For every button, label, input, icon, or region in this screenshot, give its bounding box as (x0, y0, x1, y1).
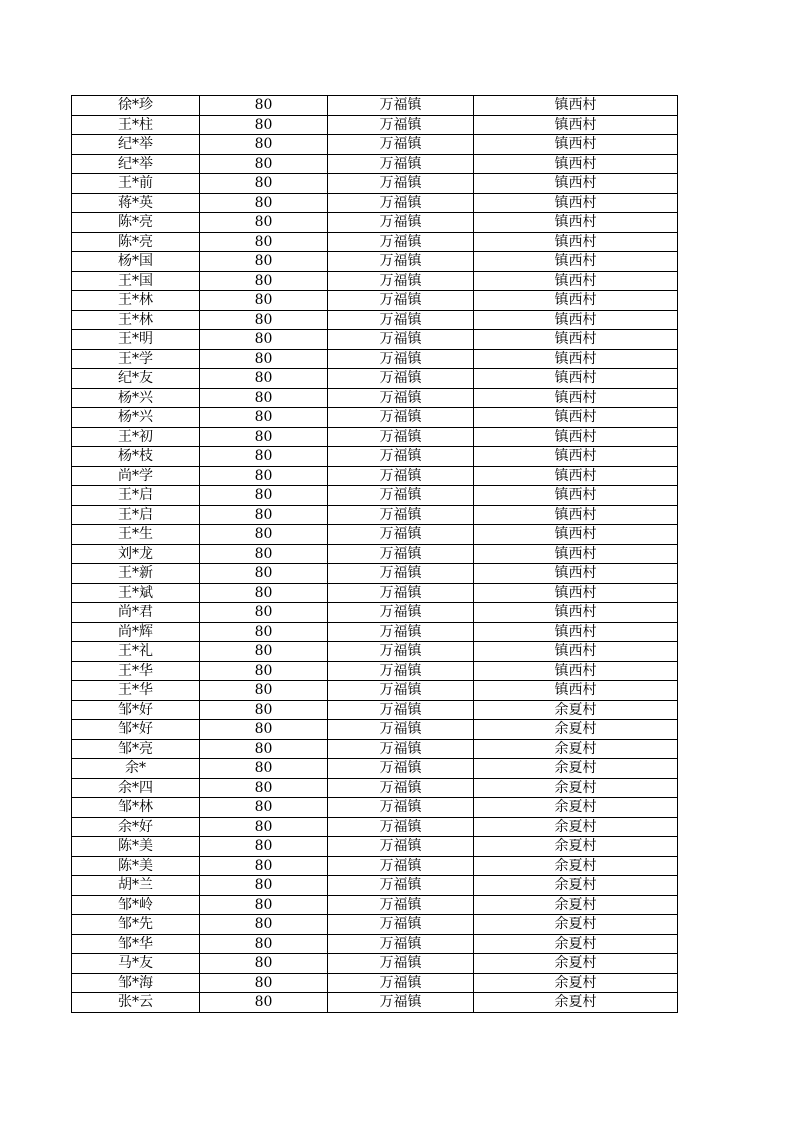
name-cell: 陈*美 (72, 837, 200, 857)
town-cell: 万福镇 (328, 447, 474, 467)
amount-cell: 80 (200, 856, 328, 876)
name-cell: 邹*好 (72, 720, 200, 740)
town-cell: 万福镇 (328, 856, 474, 876)
table-row (72, 96, 678, 116)
name-cell: 王*前 (72, 174, 200, 194)
name-cell: 邹*先 (72, 915, 200, 935)
table-row (72, 622, 678, 642)
name-cell: 余*四 (72, 778, 200, 798)
table-row (72, 505, 678, 525)
table-row (72, 681, 678, 701)
amount-cell: 80 (200, 564, 328, 584)
town-cell: 万福镇 (328, 642, 474, 662)
table-row (72, 876, 678, 896)
table-row (72, 798, 678, 818)
town-cell: 万福镇 (328, 96, 474, 116)
amount-cell: 80 (200, 603, 328, 623)
amount-cell: 80 (200, 291, 328, 311)
amount-cell: 80 (200, 447, 328, 467)
village-cell: 余夏村 (474, 837, 678, 857)
town-cell: 万福镇 (328, 525, 474, 545)
table-row (72, 583, 678, 603)
table-row (72, 954, 678, 974)
town-cell: 万福镇 (328, 252, 474, 272)
village-cell: 余夏村 (474, 993, 678, 1013)
town-cell: 万福镇 (328, 895, 474, 915)
town-cell: 万福镇 (328, 115, 474, 135)
amount-cell: 80 (200, 778, 328, 798)
village-cell: 镇西村 (474, 603, 678, 623)
village-cell: 余夏村 (474, 720, 678, 740)
town-cell: 万福镇 (328, 778, 474, 798)
village-cell: 镇西村 (474, 135, 678, 155)
name-cell: 纪*举 (72, 154, 200, 174)
amount-cell: 80 (200, 193, 328, 213)
town-cell: 万福镇 (328, 583, 474, 603)
village-cell: 镇西村 (474, 505, 678, 525)
name-cell: 尚*辉 (72, 622, 200, 642)
town-cell: 万福镇 (328, 427, 474, 447)
name-cell: 王*新 (72, 564, 200, 584)
town-cell: 万福镇 (328, 310, 474, 330)
town-cell: 万福镇 (328, 330, 474, 350)
village-cell: 余夏村 (474, 954, 678, 974)
village-cell: 余夏村 (474, 700, 678, 720)
town-cell: 万福镇 (328, 817, 474, 837)
village-cell: 镇西村 (474, 349, 678, 369)
table-row (72, 739, 678, 759)
village-cell: 镇西村 (474, 408, 678, 428)
name-cell: 王*初 (72, 427, 200, 447)
village-cell: 余夏村 (474, 973, 678, 993)
town-cell: 万福镇 (328, 291, 474, 311)
amount-cell: 80 (200, 895, 328, 915)
table-row (72, 174, 678, 194)
town-cell: 万福镇 (328, 486, 474, 506)
name-cell: 邹*华 (72, 934, 200, 954)
amount-cell: 80 (200, 466, 328, 486)
village-cell: 镇西村 (474, 252, 678, 272)
amount-cell: 80 (200, 642, 328, 662)
village-cell: 镇西村 (474, 154, 678, 174)
name-cell: 王*华 (72, 661, 200, 681)
table-row (72, 330, 678, 350)
village-cell: 镇西村 (474, 427, 678, 447)
town-cell: 万福镇 (328, 505, 474, 525)
town-cell: 万福镇 (328, 837, 474, 857)
name-cell: 王*林 (72, 291, 200, 311)
table-row (72, 213, 678, 233)
village-cell: 镇西村 (474, 486, 678, 506)
name-cell: 马*友 (72, 954, 200, 974)
amount-cell: 80 (200, 973, 328, 993)
amount-cell: 80 (200, 739, 328, 759)
spreadsheet-page (71, 95, 677, 1013)
table-row (72, 661, 678, 681)
town-cell: 万福镇 (328, 681, 474, 701)
village-cell: 余夏村 (474, 759, 678, 779)
name-cell: 王*斌 (72, 583, 200, 603)
amount-cell: 80 (200, 837, 328, 857)
table-row (72, 115, 678, 135)
table-row (72, 525, 678, 545)
table-row (72, 720, 678, 740)
table-row (72, 388, 678, 408)
town-cell: 万福镇 (328, 661, 474, 681)
village-cell: 镇西村 (474, 388, 678, 408)
table-row (72, 349, 678, 369)
amount-cell: 80 (200, 798, 328, 818)
amount-cell: 80 (200, 310, 328, 330)
town-cell: 万福镇 (328, 954, 474, 974)
table-body (72, 96, 678, 1013)
table-row (72, 915, 678, 935)
town-cell: 万福镇 (328, 388, 474, 408)
town-cell: 万福镇 (328, 349, 474, 369)
village-cell: 镇西村 (474, 291, 678, 311)
table-row (72, 252, 678, 272)
name-cell: 王*明 (72, 330, 200, 350)
village-cell: 镇西村 (474, 96, 678, 116)
amount-cell: 80 (200, 252, 328, 272)
table-row (72, 310, 678, 330)
table-row (72, 700, 678, 720)
name-cell: 余* (72, 759, 200, 779)
table-row (72, 993, 678, 1013)
amount-cell: 80 (200, 622, 328, 642)
amount-cell: 80 (200, 759, 328, 779)
name-cell: 杨*枝 (72, 447, 200, 467)
town-cell: 万福镇 (328, 934, 474, 954)
village-cell: 镇西村 (474, 564, 678, 584)
name-cell: 王*柱 (72, 115, 200, 135)
village-cell: 镇西村 (474, 661, 678, 681)
town-cell: 万福镇 (328, 271, 474, 291)
town-cell: 万福镇 (328, 544, 474, 564)
village-cell: 镇西村 (474, 330, 678, 350)
amount-cell: 80 (200, 817, 328, 837)
village-cell: 余夏村 (474, 739, 678, 759)
table-row (72, 427, 678, 447)
town-cell: 万福镇 (328, 135, 474, 155)
table-row (72, 817, 678, 837)
town-cell: 万福镇 (328, 564, 474, 584)
amount-cell: 80 (200, 544, 328, 564)
town-cell: 万福镇 (328, 993, 474, 1013)
table-row (72, 642, 678, 662)
table-row (72, 856, 678, 876)
town-cell: 万福镇 (328, 369, 474, 389)
name-cell: 邹*亮 (72, 739, 200, 759)
amount-cell: 80 (200, 369, 328, 389)
village-cell: 余夏村 (474, 915, 678, 935)
town-cell: 万福镇 (328, 700, 474, 720)
table-row (72, 544, 678, 564)
table-row (72, 135, 678, 155)
town-cell: 万福镇 (328, 876, 474, 896)
table-row (72, 447, 678, 467)
town-cell: 万福镇 (328, 622, 474, 642)
name-cell: 尚*学 (72, 466, 200, 486)
amount-cell: 80 (200, 330, 328, 350)
amount-cell: 80 (200, 876, 328, 896)
name-cell: 王*生 (72, 525, 200, 545)
amount-cell: 80 (200, 408, 328, 428)
amount-cell: 80 (200, 96, 328, 116)
village-cell: 镇西村 (474, 466, 678, 486)
name-cell: 王*礼 (72, 642, 200, 662)
table-row (72, 291, 678, 311)
name-cell: 胡*兰 (72, 876, 200, 896)
village-cell: 余夏村 (474, 934, 678, 954)
table-row (72, 973, 678, 993)
table-row (72, 369, 678, 389)
name-cell: 尚*君 (72, 603, 200, 623)
name-cell: 杨*国 (72, 252, 200, 272)
village-cell: 余夏村 (474, 856, 678, 876)
data-table (71, 95, 678, 1013)
name-cell: 邹*海 (72, 973, 200, 993)
village-cell: 镇西村 (474, 310, 678, 330)
table-row (72, 895, 678, 915)
amount-cell: 80 (200, 349, 328, 369)
name-cell: 王*启 (72, 505, 200, 525)
amount-cell: 80 (200, 661, 328, 681)
table-row (72, 778, 678, 798)
amount-cell: 80 (200, 583, 328, 603)
name-cell: 邹*好 (72, 700, 200, 720)
amount-cell: 80 (200, 115, 328, 135)
name-cell: 杨*兴 (72, 408, 200, 428)
amount-cell: 80 (200, 681, 328, 701)
village-cell: 镇西村 (474, 232, 678, 252)
table-row (72, 232, 678, 252)
town-cell: 万福镇 (328, 759, 474, 779)
table-row (72, 837, 678, 857)
amount-cell: 80 (200, 993, 328, 1013)
amount-cell: 80 (200, 232, 328, 252)
name-cell: 陈*亮 (72, 213, 200, 233)
amount-cell: 80 (200, 954, 328, 974)
name-cell: 杨*兴 (72, 388, 200, 408)
table-row (72, 564, 678, 584)
table-row (72, 271, 678, 291)
town-cell: 万福镇 (328, 408, 474, 428)
town-cell: 万福镇 (328, 915, 474, 935)
village-cell: 镇西村 (474, 681, 678, 701)
town-cell: 万福镇 (328, 213, 474, 233)
amount-cell: 80 (200, 525, 328, 545)
name-cell: 张*云 (72, 993, 200, 1013)
town-cell: 万福镇 (328, 603, 474, 623)
amount-cell: 80 (200, 388, 328, 408)
name-cell: 王*国 (72, 271, 200, 291)
amount-cell: 80 (200, 154, 328, 174)
village-cell: 余夏村 (474, 817, 678, 837)
table-row (72, 759, 678, 779)
village-cell: 镇西村 (474, 115, 678, 135)
name-cell: 纪*友 (72, 369, 200, 389)
name-cell: 王*学 (72, 349, 200, 369)
town-cell: 万福镇 (328, 720, 474, 740)
village-cell: 镇西村 (474, 213, 678, 233)
name-cell: 王*华 (72, 681, 200, 701)
amount-cell: 80 (200, 271, 328, 291)
village-cell: 镇西村 (474, 447, 678, 467)
village-cell: 镇西村 (474, 642, 678, 662)
name-cell: 陈*美 (72, 856, 200, 876)
town-cell: 万福镇 (328, 154, 474, 174)
village-cell: 余夏村 (474, 895, 678, 915)
village-cell: 镇西村 (474, 193, 678, 213)
table-row (72, 603, 678, 623)
town-cell: 万福镇 (328, 798, 474, 818)
town-cell: 万福镇 (328, 193, 474, 213)
name-cell: 邹*岭 (72, 895, 200, 915)
village-cell: 镇西村 (474, 369, 678, 389)
town-cell: 万福镇 (328, 232, 474, 252)
name-cell: 蒋*英 (72, 193, 200, 213)
village-cell: 镇西村 (474, 622, 678, 642)
amount-cell: 80 (200, 427, 328, 447)
town-cell: 万福镇 (328, 466, 474, 486)
amount-cell: 80 (200, 934, 328, 954)
village-cell: 镇西村 (474, 544, 678, 564)
name-cell: 王*启 (72, 486, 200, 506)
village-cell: 余夏村 (474, 876, 678, 896)
table-row (72, 193, 678, 213)
name-cell: 余*好 (72, 817, 200, 837)
village-cell: 镇西村 (474, 271, 678, 291)
name-cell: 刘*龙 (72, 544, 200, 564)
name-cell: 邹*林 (72, 798, 200, 818)
amount-cell: 80 (200, 486, 328, 506)
name-cell: 纪*举 (72, 135, 200, 155)
village-cell: 镇西村 (474, 583, 678, 603)
table-row (72, 408, 678, 428)
amount-cell: 80 (200, 213, 328, 233)
table-row (72, 486, 678, 506)
amount-cell: 80 (200, 720, 328, 740)
amount-cell: 80 (200, 505, 328, 525)
town-cell: 万福镇 (328, 174, 474, 194)
amount-cell: 80 (200, 135, 328, 155)
town-cell: 万福镇 (328, 973, 474, 993)
name-cell: 陈*亮 (72, 232, 200, 252)
amount-cell: 80 (200, 915, 328, 935)
village-cell: 镇西村 (474, 525, 678, 545)
name-cell: 徐*珍 (72, 96, 200, 116)
table-row (72, 466, 678, 486)
table-row (72, 934, 678, 954)
village-cell: 镇西村 (474, 174, 678, 194)
village-cell: 余夏村 (474, 798, 678, 818)
town-cell: 万福镇 (328, 739, 474, 759)
village-cell: 余夏村 (474, 778, 678, 798)
amount-cell: 80 (200, 700, 328, 720)
amount-cell: 80 (200, 174, 328, 194)
name-cell: 王*林 (72, 310, 200, 330)
table-row (72, 154, 678, 174)
